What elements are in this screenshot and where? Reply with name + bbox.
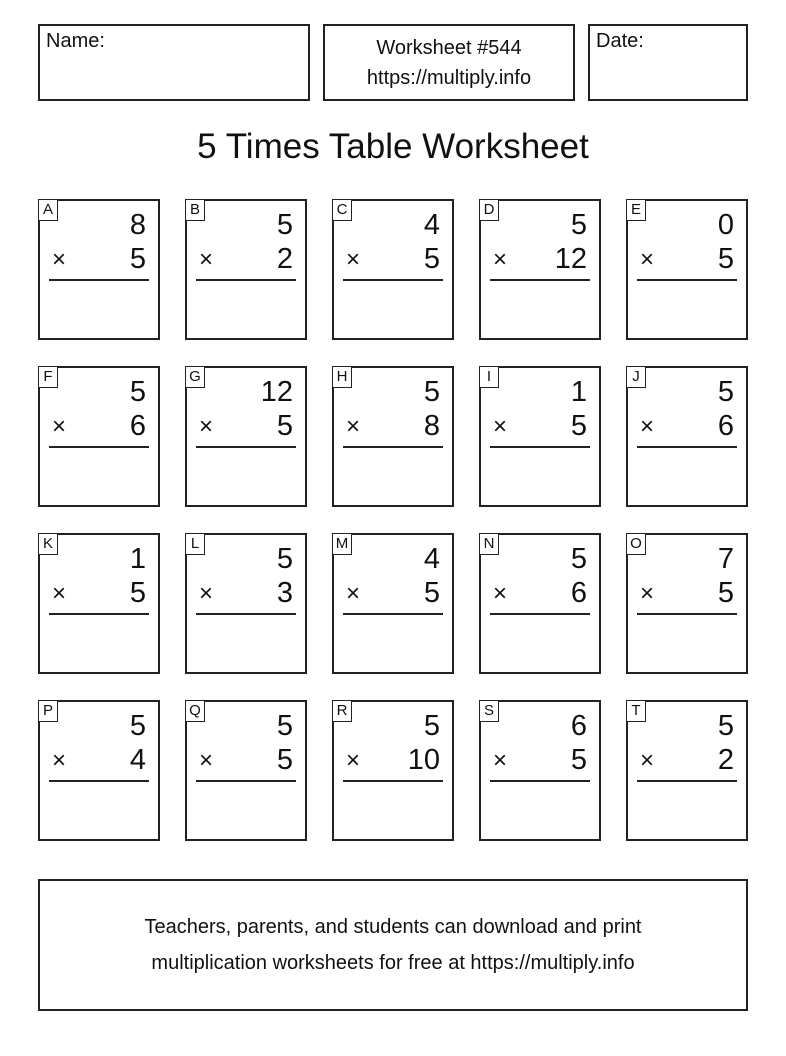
multiplier: 2: [717, 744, 734, 776]
multiplicand: 5: [423, 376, 440, 408]
problem-letter: K: [38, 533, 58, 555]
problem-letter: P: [38, 700, 58, 722]
multiplier: 2: [276, 243, 293, 275]
multiply-sign: ×: [199, 246, 214, 273]
multiplier: 12: [554, 243, 587, 275]
multiplicand: 5: [276, 543, 293, 575]
problem-letter: C: [332, 199, 352, 221]
multiply-sign: ×: [346, 747, 361, 774]
answer-line: [49, 780, 149, 782]
multiply-sign: ×: [199, 747, 214, 774]
multiply-sign: ×: [640, 413, 655, 440]
problem-card: [332, 199, 454, 340]
multiplier: 5: [129, 577, 146, 609]
footer-box: [38, 879, 748, 1011]
date-box: [588, 24, 748, 101]
problem-letter: E: [626, 199, 646, 221]
multiply-sign: ×: [640, 580, 655, 607]
multiplier: 4: [129, 744, 146, 776]
problem-card: [626, 533, 748, 674]
multiplicand: 5: [717, 710, 734, 742]
multiply-sign: ×: [199, 580, 214, 607]
problem-card: [185, 700, 307, 841]
problem-letter: M: [332, 533, 352, 555]
multiplicand: 8: [129, 209, 146, 241]
multiply-sign: ×: [52, 747, 67, 774]
multiplicand: 1: [129, 543, 146, 575]
answer-line: [49, 446, 149, 448]
name-box: [38, 24, 310, 101]
multiplier: 5: [717, 243, 734, 275]
multiplicand: 0: [717, 209, 734, 241]
problem-card: [332, 366, 454, 507]
multiplier: 6: [129, 410, 146, 442]
problem-card: [185, 533, 307, 674]
answer-line: [49, 279, 149, 281]
problem-card: [38, 533, 160, 674]
multiplicand: 1: [570, 376, 587, 408]
problem-card: [185, 366, 307, 507]
multiplicand: 5: [717, 376, 734, 408]
answer-line: [637, 780, 737, 782]
problem-letter: R: [332, 700, 352, 722]
multiplicand: 5: [276, 209, 293, 241]
multiplier: 5: [276, 744, 293, 776]
problem-letter: F: [38, 366, 58, 388]
date-label: Date:: [596, 30, 644, 52]
problem-card: [479, 533, 601, 674]
multiplicand: 5: [570, 543, 587, 575]
problem-card: [479, 700, 601, 841]
multiply-sign: ×: [346, 413, 361, 440]
problem-letter: S: [479, 700, 499, 722]
multiplicand: 5: [276, 710, 293, 742]
multiplicand: 12: [260, 376, 293, 408]
multiply-sign: ×: [493, 580, 508, 607]
worksheet-url: https://multiply.info: [366, 67, 532, 89]
problem-card: [479, 199, 601, 340]
problem-card: [479, 366, 601, 507]
multiplicand: 4: [423, 543, 440, 575]
multiplier: 8: [423, 410, 440, 442]
answer-line: [637, 446, 737, 448]
problem-card: [332, 533, 454, 674]
multiplier: 10: [407, 744, 440, 776]
multiplicand: 7: [717, 543, 734, 575]
multiply-sign: ×: [493, 747, 508, 774]
multiply-sign: ×: [52, 246, 67, 273]
answer-line: [343, 279, 443, 281]
multiplier: 5: [570, 744, 587, 776]
multiplicand: 4: [423, 209, 440, 241]
answer-line: [637, 279, 737, 281]
multiply-sign: ×: [346, 246, 361, 273]
answer-line: [196, 780, 296, 782]
problem-letter: O: [626, 533, 646, 555]
answer-line: [490, 780, 590, 782]
problem-letter: T: [626, 700, 646, 722]
problem-letter: H: [332, 366, 352, 388]
answer-line: [343, 780, 443, 782]
multiply-sign: ×: [52, 580, 67, 607]
problem-card: [38, 366, 160, 507]
multiplier: 5: [423, 243, 440, 275]
problem-card: [332, 700, 454, 841]
multiply-sign: ×: [493, 413, 508, 440]
multiply-sign: ×: [493, 246, 508, 273]
problem-letter: L: [185, 533, 205, 555]
multiply-sign: ×: [346, 580, 361, 607]
problem-card: [626, 366, 748, 507]
multiplier: 5: [423, 577, 440, 609]
footer-line-1: Teachers, parents, and students can download and print: [144, 916, 642, 938]
answer-line: [196, 613, 296, 615]
worksheet-number: Worksheet #544: [376, 37, 522, 59]
multiplicand: 5: [129, 376, 146, 408]
problem-card: [38, 199, 160, 340]
problem-letter: B: [185, 199, 205, 221]
multiply-sign: ×: [52, 413, 67, 440]
multiplier: 3: [276, 577, 293, 609]
problem-card: [626, 199, 748, 340]
answer-line: [196, 446, 296, 448]
problem-letter: G: [185, 366, 205, 388]
problem-letter: J: [626, 366, 646, 388]
answer-line: [637, 613, 737, 615]
problem-letter: I: [479, 366, 499, 388]
multiplicand: 5: [129, 710, 146, 742]
multiplier: 5: [276, 410, 293, 442]
answer-line: [49, 613, 149, 615]
worksheet-info-box: [323, 24, 575, 101]
problem-card: [626, 700, 748, 841]
multiplicand: 5: [423, 710, 440, 742]
answer-line: [196, 279, 296, 281]
multiply-sign: ×: [640, 747, 655, 774]
problem-letter: D: [479, 199, 499, 221]
page-title: 5 Times Table Worksheet: [197, 127, 589, 166]
answer-line: [490, 613, 590, 615]
multiplier: 6: [570, 577, 587, 609]
answer-line: [490, 279, 590, 281]
multiply-sign: ×: [199, 413, 214, 440]
problem-letter: Q: [185, 700, 205, 722]
problem-letter: N: [479, 533, 499, 555]
multiplier: 6: [717, 410, 734, 442]
problem-letter: A: [38, 199, 58, 221]
answer-line: [343, 613, 443, 615]
multiplicand: 6: [570, 710, 587, 742]
answer-line: [490, 446, 590, 448]
multiplier: 5: [717, 577, 734, 609]
name-label: Name:: [46, 30, 105, 52]
multiply-sign: ×: [640, 246, 655, 273]
footer-line-2: multiplication worksheets for free at https://multiply.info: [151, 952, 635, 974]
problem-card: [185, 199, 307, 340]
multiplier: 5: [570, 410, 587, 442]
problem-card: [38, 700, 160, 841]
multiplier: 5: [129, 243, 146, 275]
multiplicand: 5: [570, 209, 587, 241]
answer-line: [343, 446, 443, 448]
